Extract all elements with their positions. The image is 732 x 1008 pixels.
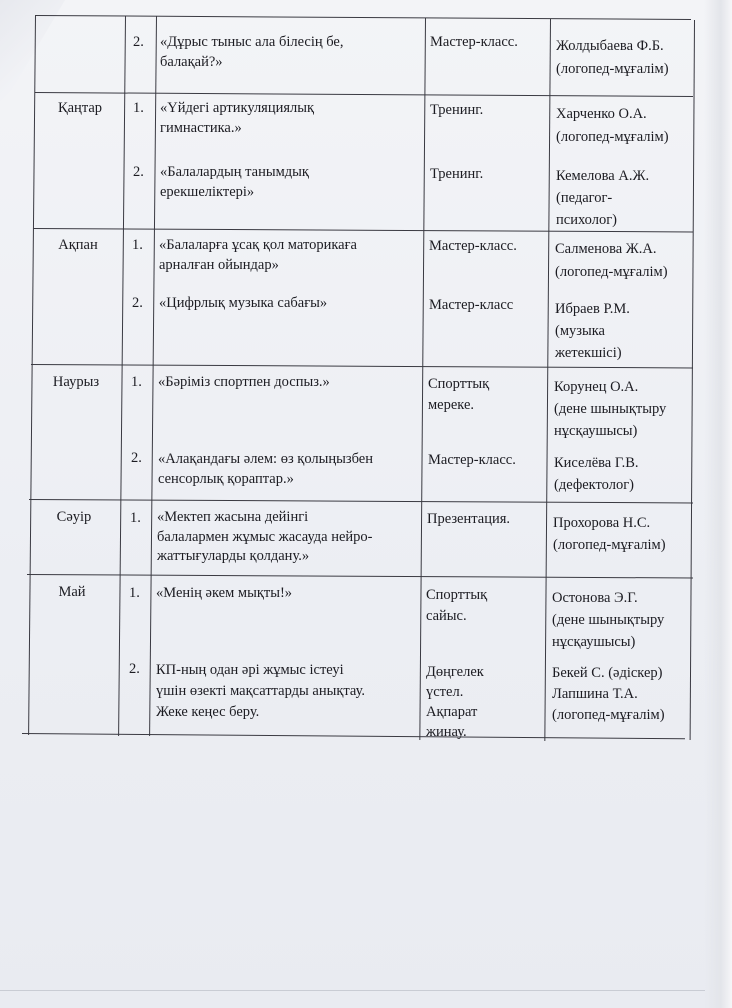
item-format: Тренинг. — [430, 166, 484, 182]
item-format: Презентация. — [427, 511, 511, 527]
item-topic: «Балалардың танымдық ерекшеліктері» — [160, 164, 309, 200]
item-topic: КП-ның одан әрі жұмыс істеуі үшін өзекті мақсаттарды анықтау. Жеке кеңес беру. — [156, 662, 366, 720]
item-format: Спорттық сайыс. — [426, 587, 488, 624]
item-responsible: Салменова Ж.А. (логопед-мұғалім) — [555, 241, 668, 280]
item-responsible: Бекей С. (әдіскер) Лапшина Т.А. (логопед-мұғалім) — [552, 665, 665, 723]
item-number: 2. — [131, 450, 142, 466]
item-responsible: Кемелова А.Ж. (педагог- психолог) — [556, 168, 650, 228]
item-format: Спорттық мереке. — [428, 376, 490, 413]
month-label: Май — [58, 584, 86, 600]
item-number: 2. — [132, 295, 143, 311]
row-separator — [29, 499, 693, 503]
item-format: Дөңгелек үстел. Ақпарат жинау. — [426, 664, 484, 740]
item-format: Мастер-класс. — [430, 34, 518, 50]
month-label: Наурыз — [52, 374, 100, 390]
column-separator — [544, 19, 551, 741]
item-topic: «Алақандағы әлем: өз қолыңызбен сенсорлық қораптар.» — [158, 451, 373, 487]
row-separator — [27, 574, 693, 578]
page-fold-corner — [0, 0, 65, 110]
item-responsible: Киселёва Г.В. (дефектолог) — [554, 455, 639, 493]
item-number: 1. — [132, 237, 143, 253]
item-topic: «Бәріміз спортпен доспыз.» — [158, 374, 330, 390]
item-number: 1. — [131, 374, 142, 390]
item-responsible: Прохорова Н.С. (логопед-мұғалім) — [553, 515, 666, 553]
column-separator — [419, 18, 426, 740]
table-border-right — [690, 20, 695, 740]
table-border-bottom — [22, 733, 685, 739]
item-number: 1. — [129, 585, 140, 601]
item-topic: «Мектеп жасына дейінгі балалармен жұмыс жасауда нейро- жаттығуларды қолдану.» — [157, 509, 373, 564]
month-label: Ақпан — [58, 237, 98, 253]
item-format: Мастер-класс — [429, 297, 514, 313]
item-topic: «Менің әкем мықты!» — [156, 585, 293, 601]
item-topic: «Үйдегі артикуляциялық гимнастика.» — [160, 100, 315, 136]
scan-edge-line — [0, 990, 705, 991]
item-responsible: Жолдыбаева Ф.Б. (логопед-мұғалім) — [556, 38, 669, 77]
item-number: 1. — [130, 510, 141, 526]
row-separator — [35, 92, 693, 97]
item-topic: «Балаларға ұсақ қол маторикаға арналған ойындар» — [159, 237, 357, 273]
month-label: Сәуір — [56, 509, 92, 525]
page-edge-shadow — [704, 0, 732, 1008]
item-topic: «Дұрыс тыныс ала білесің бе, балақай?» — [160, 34, 344, 70]
month-label: Қаңтар — [57, 100, 103, 116]
item-number: 1. — [133, 100, 144, 116]
item-responsible: Остонова Э.Г. (дене шынықтыру нұсқаушысы) — [552, 590, 665, 650]
item-number: 2. — [133, 164, 144, 180]
item-format: Мастер-класс. — [429, 238, 517, 254]
item-topic: «Цифрлық музыка сабағы» — [159, 295, 328, 311]
item-number: 2. — [133, 34, 144, 50]
item-number: 2. — [129, 661, 140, 677]
item-responsible: Ибраев Р.М. (музыка жетекшісі) — [555, 301, 630, 361]
item-responsible: Харченко О.А. (логопед-мұғалім) — [556, 106, 669, 145]
table-border-top — [36, 15, 691, 20]
item-format: Мастер-класс. — [428, 452, 516, 468]
item-responsible: Корунец О.А. (дене шынықтыру нұсқаушысы) — [554, 379, 667, 439]
item-format: Тренинг. — [430, 102, 484, 118]
row-separator — [31, 364, 693, 368]
